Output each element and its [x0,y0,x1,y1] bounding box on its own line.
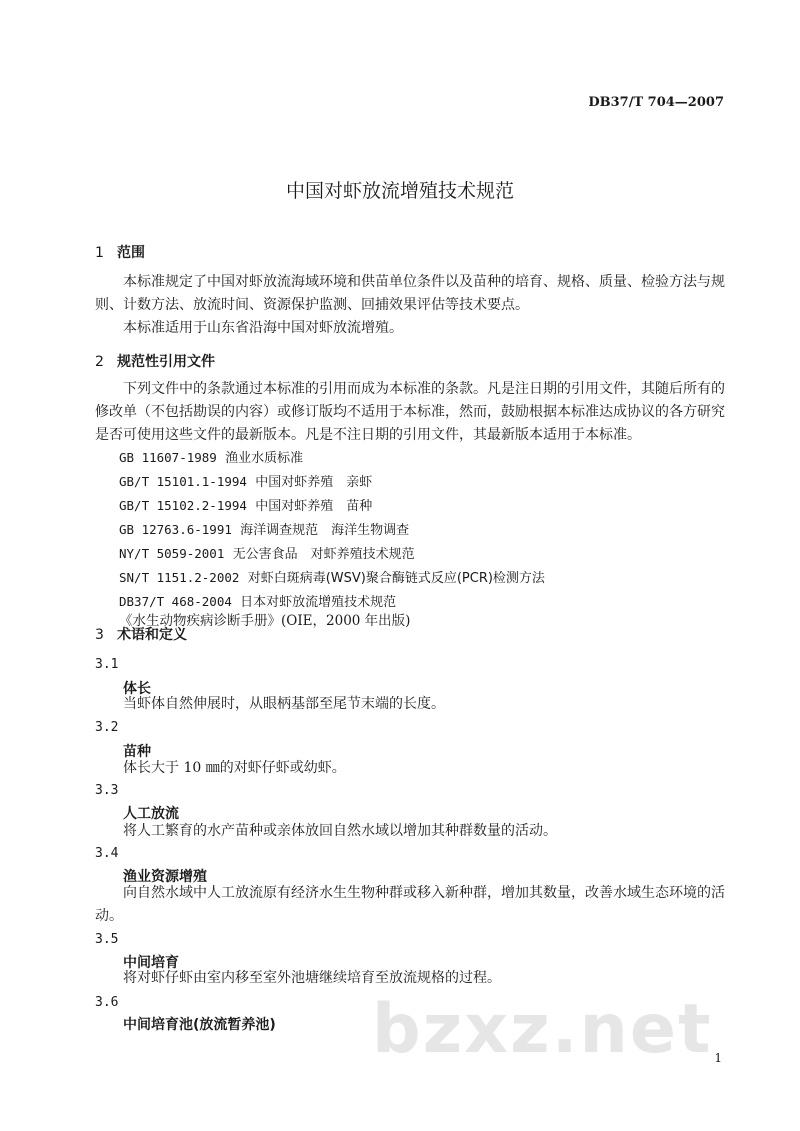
document-title: 中国对虾放流增殖技术规范 [285,180,514,202]
reference-item [119,591,396,610]
section-number: 1 [95,245,104,261]
term-definition: 将对虾仔虾由室内移至室外池塘继续培育至放流规格的过程。 [123,970,501,986]
term-name: 中间培育池(放流暂养池) [123,1017,276,1033]
reference-item [119,447,303,466]
term-name: 中间培育 [123,955,179,971]
term-name: 苗种 [123,744,151,760]
section-2-heading [95,351,215,371]
term-number: 3.6 [95,995,119,1010]
reference-item [119,471,372,490]
reference-name: 海洋调查规范 海洋生物调查 [240,523,410,538]
paragraph-line: 是否可使用这些文件的最新版本。凡是不注日期的引用文件，其最新版本适用于本标准。 [95,427,641,443]
reference-name: 中国对虾养殖 亲虾 [255,475,373,490]
term-definition: 当虾体自然伸展时，从眼柄基部至尾节末端的长度。 [123,696,445,712]
reference-name: 渔业水质标准 [225,451,304,466]
reference-code: SN/T 1151.2-2002 [119,570,240,585]
reference-code: GB/T 15102.2-1994 [119,498,247,513]
paragraph-line: 则、计数方法、放流时间、资源保护监测、回捕效果评估等技术要点。 [95,297,529,313]
term-number: 3.5 [95,932,119,947]
reference-item [119,495,372,514]
reference-name: 无公害食品 对虾养殖技术规范 [232,547,415,562]
term-name: 体长 [123,681,151,697]
term-number: 3.1 [95,657,119,672]
section-3-heading [95,624,187,644]
term-definition: 将人工繁育的水产苗种或亲体放回自然水域以增加其种群数量的活动。 [123,823,557,839]
paragraph-line: 修改单（不包括勘误的内容）或修订版均不适用于本标准，然而，鼓励根据本标准达成协议的各方研究 [95,404,725,420]
term-number: 3.3 [95,783,119,798]
section-title: 术语和定义 [117,627,187,643]
watermark: bzxz.net [372,990,713,1069]
term-definition: 体长大于 10 ㎜的对虾仔虾或幼虾。 [123,760,346,776]
standard-code: DB37/T 704—2007 [588,95,724,110]
reference-name: 中国对虾养殖 苗种 [255,499,373,514]
reference-code: DB37/T 468-2004 [119,594,232,609]
reference-code: GB 12763.6-1991 [119,522,232,537]
paragraph-line: 下列文件中的条款通过本标准的引用而成为本标准的条款。凡是注日期的引用文件，其随后所有的 [123,381,725,397]
section-1-heading [95,242,145,262]
term-definition: 向自然水域中人工放流原有经济水生生物种群或移入新种群，增加其数量，改善水域生态环境的活 [123,885,725,901]
term-definition: 动。 [95,908,123,924]
section-title: 规范性引用文件 [117,354,215,370]
reference-name: 日本对虾放流增殖技术规范 [240,595,397,610]
page-number: 1 [714,1051,722,1065]
reference-code: NY/T 5059-2001 [119,546,225,561]
term-name: 人工放流 [123,806,179,822]
reference-name: 对虾白斑病毒(WSV)聚合酶链式反应(PCR)检测方法 [247,571,545,586]
term-number: 3.2 [95,720,119,735]
section-title: 范围 [117,245,145,261]
reference-item [119,567,545,586]
reference-book: 《水生动物疾病诊断手册》(OIE，2000 年出版) [119,613,411,629]
reference-code: GB/T 15101.1-1994 [119,474,247,489]
section-number: 3 [95,627,104,643]
term-number: 3.4 [95,846,119,861]
paragraph-line: 本标准规定了中国对虾放流海域环境和供苗单位条件以及苗种的培育、规格、质量、检验方法与规 [123,274,725,290]
reference-item [119,519,409,538]
reference-item [119,543,415,562]
paragraph-line: 本标准适用于山东省沿海中国对虾放流增殖。 [123,320,403,336]
term-name: 渔业资源增殖 [123,869,207,885]
reference-code: GB 11607-1989 [119,450,217,465]
section-number: 2 [95,354,104,370]
